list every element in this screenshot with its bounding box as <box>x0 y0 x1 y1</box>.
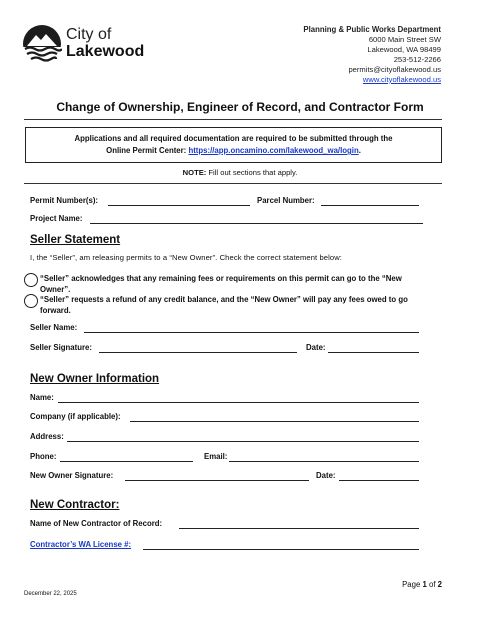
logo-lakewood: Lakewood <box>66 43 145 60</box>
seller-statement-heading: Seller Statement <box>30 234 121 246</box>
notice-line2-prefix: Online Permit Center: <box>106 146 189 155</box>
phone-field[interactable] <box>60 461 193 462</box>
page-prefix: Page <box>402 580 423 589</box>
company-label: Company (if applicable): <box>30 412 121 421</box>
new-owner-heading: New Owner Information <box>30 373 160 385</box>
title-divider <box>24 119 442 120</box>
permit-number-field[interactable] <box>108 205 250 206</box>
email-label: Email: <box>204 452 228 461</box>
seller-option-2-radio[interactable] <box>24 294 38 308</box>
footer-date: December 22, 2025 <box>24 591 77 597</box>
website-link[interactable]: www.cityoflakewood.us <box>362 75 441 84</box>
logo-city-of: City of <box>66 26 112 43</box>
note-label: NOTE: <box>182 168 207 177</box>
owner-signature-field[interactable] <box>125 480 309 481</box>
seller-option-2-text: “Seller” requests a refund of any credit balance, and the “New Owner” will pay any fees owed to go forward. <box>40 295 408 315</box>
seller-signature-label: Seller Signature: <box>30 343 92 352</box>
project-name-field[interactable] <box>90 223 423 224</box>
notice-line2-suffix: . <box>358 146 361 155</box>
contractor-license-field[interactable] <box>143 549 419 550</box>
seller-option-1-text: “Seller” acknowledges that any remaining fees or requirements on this permit can go to the “New Owner”. <box>40 274 402 294</box>
permit-number-label: Permit Number(s): <box>30 196 99 205</box>
address-label: Address: <box>30 432 64 441</box>
owner-date-field[interactable] <box>339 480 419 481</box>
contractor-license-link[interactable]: Contractor’s WA License #: <box>30 540 132 549</box>
street-address: 6000 Main Street SW <box>368 35 441 44</box>
city-logo <box>22 24 152 68</box>
page-total: 2 <box>437 580 442 589</box>
seller-date-label: Date: <box>306 343 326 352</box>
submission-notice-box <box>25 127 442 163</box>
seller-name-field[interactable] <box>84 332 419 333</box>
contractor-name-label: Name of New Contractor of Record: <box>30 519 163 528</box>
form-title: Change of Ownership, Engineer of Record, and Contractor Form <box>56 100 424 114</box>
phone-label: Phone: <box>30 452 57 461</box>
owner-date-label: Date: <box>316 471 336 480</box>
note-divider <box>24 183 442 184</box>
notice-line1: Applications and all required documentation are required to be submitted through the <box>74 134 393 143</box>
email-field[interactable] <box>229 461 419 462</box>
owner-name-field[interactable] <box>58 402 419 403</box>
phone-number: 253-512-2266 <box>393 55 441 64</box>
address-field[interactable] <box>67 441 419 442</box>
page-of: of <box>426 580 438 589</box>
company-field[interactable] <box>130 421 419 422</box>
seller-name-label: Seller Name: <box>30 323 78 332</box>
email-address: permits@cityoflakewood.us <box>348 65 441 74</box>
department-name: Planning & Public Works Department <box>303 25 441 34</box>
parcel-number-field[interactable] <box>321 205 419 206</box>
permit-center-link[interactable]: https://app.oncamino.com/lakewood_wa/login <box>188 146 359 155</box>
page-current: 1 <box>422 580 427 589</box>
seller-signature-field[interactable] <box>99 352 297 353</box>
seller-date-field[interactable] <box>328 352 419 353</box>
notice-line2 <box>26 145 441 157</box>
note-text <box>0 168 480 177</box>
note-body: Fill out sections that apply. <box>206 168 298 177</box>
seller-statement-text: I, the “Seller”, am releasing permits to a “New Owner”. Check the correct statement below: <box>30 253 343 262</box>
mountain-wave-logo-icon <box>22 24 62 64</box>
contractor-name-field[interactable] <box>179 528 419 529</box>
owner-signature-label: New Owner Signature: <box>30 471 114 480</box>
parcel-number-label: Parcel Number: <box>257 196 315 205</box>
owner-name-label: Name: <box>30 393 54 402</box>
seller-option-1-radio[interactable] <box>24 273 38 287</box>
new-contractor-heading: New Contractor: <box>30 499 120 511</box>
project-name-label: Project Name: <box>30 214 83 223</box>
page-number <box>402 580 442 589</box>
city-state-zip: Lakewood, WA 98499 <box>367 45 441 54</box>
contact-block <box>303 25 441 85</box>
